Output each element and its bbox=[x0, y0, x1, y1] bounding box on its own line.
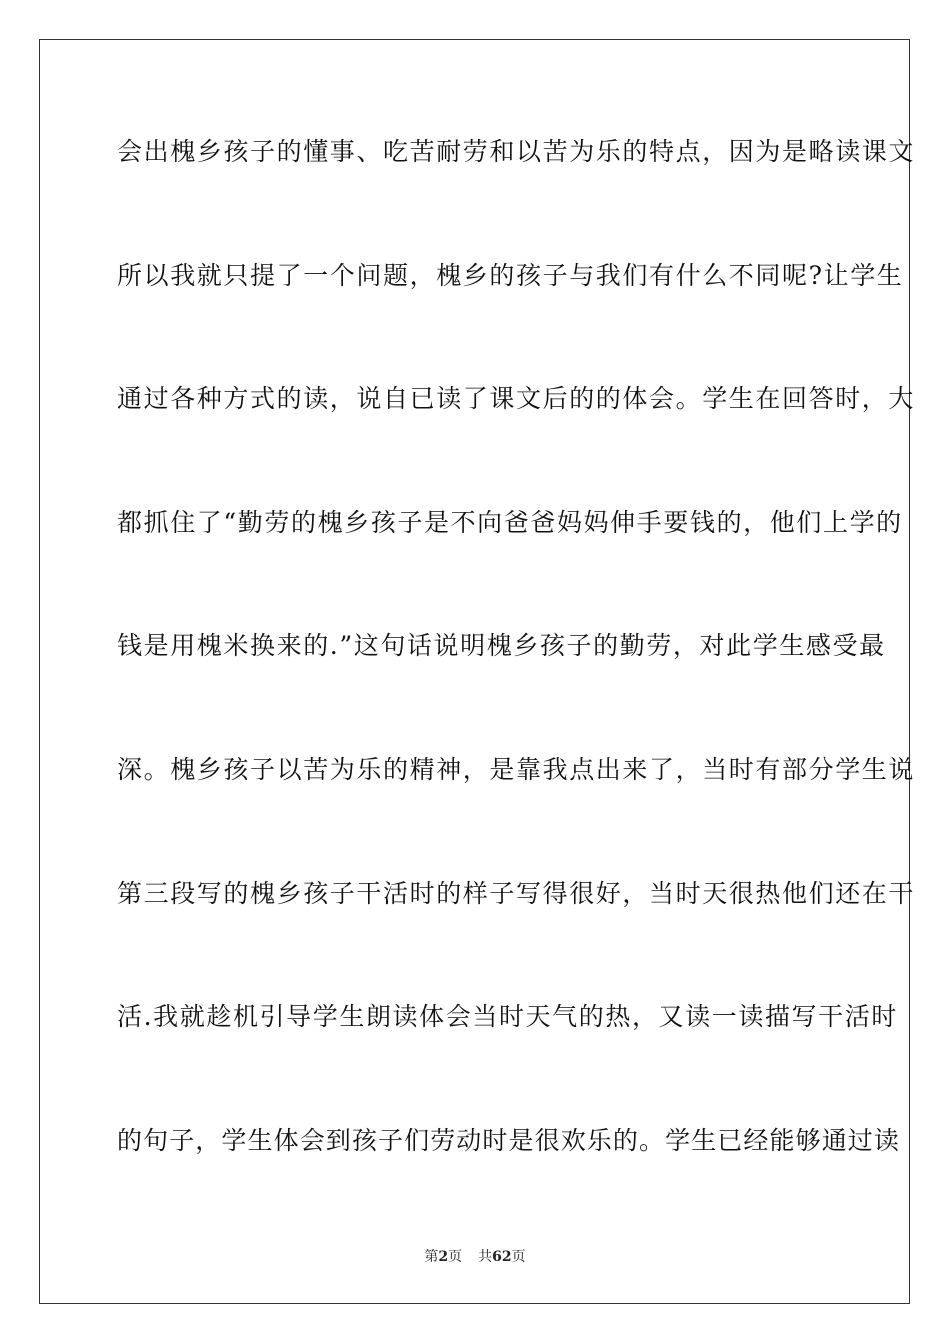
page-prefix: 第 bbox=[424, 1249, 439, 1265]
text-line-4: 都抓住了“勤劳的槐乡孩子是不向爸爸妈妈伸手要钱的，他们上学的 bbox=[117, 507, 903, 537]
document-body bbox=[117, 120, 916, 1232]
page-suffix: 页 bbox=[448, 1249, 463, 1265]
text-line-6: 深。槐乡孩子以苦为乐的精神，是靠我点出来了，当时有部分学生说 bbox=[117, 754, 916, 784]
page-footer bbox=[0, 1247, 950, 1267]
text-line-1: 会出槐乡孩子的懂事、吃苦耐劳和以苦为乐的特点，因为是略读课文 bbox=[117, 137, 916, 166]
text-line-2: 所以我就只提了一个问题，槐乡的孩子与我们有什么不同呢?让学生 bbox=[117, 260, 904, 290]
text-line-3: 通过各种方式的读，说自已读了课文后的的体会。学生在回答时，大 bbox=[117, 384, 916, 414]
total-pages: 62 bbox=[492, 1249, 512, 1265]
text-line-9: 的句子，学生体会到孩子们劳动时是很欢乐的。学生已经能够通过读 bbox=[117, 1125, 901, 1155]
text-line-8: 活.我就趁机引导学生朗读体会当时天气的热，又读一读描写干活时 bbox=[117, 1002, 898, 1032]
text-line-7: 第三段写的槐乡孩子干活时的样子写得很好，当时天很热他们还在干 bbox=[117, 878, 916, 908]
page-number: 2 bbox=[438, 1249, 449, 1265]
total-prefix: 共 bbox=[478, 1249, 493, 1265]
total-suffix: 页 bbox=[511, 1249, 526, 1265]
text-line-5: 钱是用槐米换来的.”这句话说明槐乡孩子的勤劳，对此学生感受最 bbox=[117, 631, 886, 661]
